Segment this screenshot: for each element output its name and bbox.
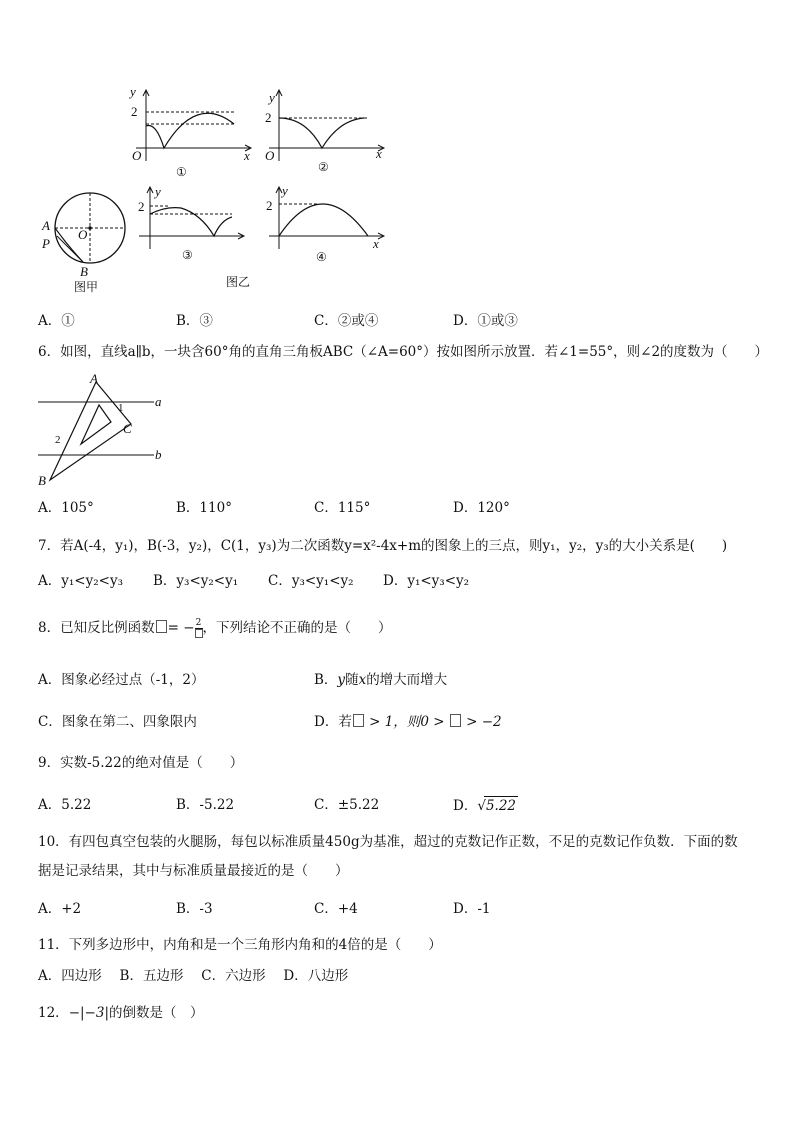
q8-option-d[interactable] [314,713,502,731]
g4-num: ④ [316,250,327,264]
g1-num: ① [176,165,187,179]
g4-two: 2 [266,198,273,213]
q8-text-b: ，下列结论不正确的是（ ） [202,620,392,636]
placeholder-box [156,620,167,633]
q6-label-2: 2 [55,434,61,446]
g1-x: x [244,148,250,163]
q6-question: 6．如图，直线a∥b，一块含60°角的直角三角板ABC（∠A=60°）按如图所示放置．若∠1=55°，则∠2的度数为（ ） [38,344,769,360]
q9-option-d[interactable] [453,796,518,815]
frac-den [195,629,203,638]
graph-2 [264,86,389,166]
g2-o: O [265,148,275,163]
caption-jia: 图甲 [74,280,99,294]
label-A: A [42,218,50,233]
label-B: B [80,264,88,279]
placeholder-box [195,629,203,638]
q6-option-d[interactable]: D．120° [453,500,510,516]
q10-question-line1: 10．有四包真空包装的火腿肠，每包以标准质量450g为基准，超过的克数记作正数，不足的克数记作负数．下面的数 [38,834,738,850]
graph-3 [136,184,246,254]
q7-option-a[interactable]: A．y₁<y₂<y₃ [38,573,123,589]
q6-label-C: C [123,421,132,436]
q8-eq: = − [167,620,195,636]
q8-b-x: x [358,672,367,688]
sqrt-sign: √ [477,798,486,814]
placeholder-box [353,714,364,727]
q5-option-c[interactable]: C．②或④ [314,313,379,329]
label-P: P [42,236,50,251]
q9-option-c[interactable]: C．±5.22 [314,797,380,813]
q5-option-d[interactable]: D．①或③ [453,313,518,329]
q6-option-a[interactable]: A．105° [38,500,94,516]
q10-option-a[interactable]: A．+2 [38,901,82,917]
q6-option-c[interactable]: C．115° [314,500,371,516]
caption-yi: 图乙 [226,275,251,289]
q9-option-a[interactable]: A．5.22 [38,797,92,813]
g2-x: x [376,146,382,161]
placeholder-box [450,714,461,727]
q8-b-pre: B． [314,672,338,688]
q8-option-a[interactable]: A．图象必经过点（-1，2） [38,672,205,688]
q8-d-pre: D．若 [314,714,352,730]
q8-fraction [195,619,203,638]
q6-label-B: B [38,473,46,488]
g2-num: ② [318,160,329,174]
q12-question [38,1004,204,1022]
q12-pre: 12． [38,1005,69,1021]
q8-d-post: 0 > [420,714,449,730]
q6-option-b[interactable]: B．110° [176,500,232,516]
q9-option-b[interactable]: B．-5.22 [176,797,235,813]
graph-1 [126,86,256,166]
g1-y: y [130,84,136,99]
q6-label-1: 1 [118,402,124,414]
q9-d-label: D． [453,798,478,814]
g2-y: y [269,90,275,105]
q6-figure [36,372,176,490]
q8-d-end: > −2 [461,714,502,730]
q8-option-b[interactable] [314,671,447,689]
q6-label-A: A [90,371,98,386]
sqrt-value: 5.22 [485,798,516,814]
q11-options[interactable]: A．四边形 B．五边形 C．六边形 D．八边形 [38,968,349,984]
q5-option-a[interactable]: A．① [38,313,75,329]
g1-two: 2 [131,104,138,119]
q8-text-a: 8．已知反比例函数 [38,620,155,636]
q10-option-d[interactable]: D．-1 [453,901,491,917]
q8-option-c[interactable]: C．图象在第二、四象限内 [38,714,197,730]
q7-option-b[interactable]: B．y₃<y₂<y₁ [153,573,239,589]
frac-num: 2 [195,618,202,628]
label-O-circle: O [78,227,88,242]
g4-y: y [282,183,288,198]
q7-question: 7．若A(-4，y₁)，B(-3，y₂)，C(1，y₃)为二次函数y=x²-4x+m的图象上的三点，则y₁，y₂，y₃的大小关系是( ) [38,538,728,554]
q10-option-b[interactable]: B．-3 [176,901,213,917]
q11-question: 11．下列多边形中，内角和是一个三角形内角和的4倍的是（ ） [38,937,442,953]
q8-question [38,619,392,638]
g4-x: x [373,236,379,251]
g2-two: 2 [265,110,272,125]
q8-b-mid: 随 [345,672,359,688]
q9-question: 9．实数-5.22的绝对值是（ ） [38,755,244,771]
g3-num: ③ [182,248,193,262]
g3-y: y [155,184,161,199]
q5-option-b[interactable]: B．③ [176,313,213,329]
q8-b-post: 的增大而增大 [366,672,448,688]
q6-label-a: a [155,394,162,409]
q8-d-mid: > 1，则 [364,714,421,730]
q6-label-b: b [155,447,162,462]
g3-two: 2 [138,199,145,214]
q7-option-d[interactable]: D．y₁<y₃<y₂ [383,573,470,589]
q10-question-line2: 据是记录结果，其中与标准质量最接近的是（ ） [38,863,349,879]
q12-expr: −|−3| [68,1005,109,1021]
q10-option-c[interactable]: C．+4 [314,901,358,917]
q12-post: 的倒数是（ ） [109,1005,204,1021]
q8-b-y: y [337,672,346,688]
q7-option-c[interactable]: C．y₃<y₁<y₂ [268,573,354,589]
g1-o: O [132,148,142,163]
